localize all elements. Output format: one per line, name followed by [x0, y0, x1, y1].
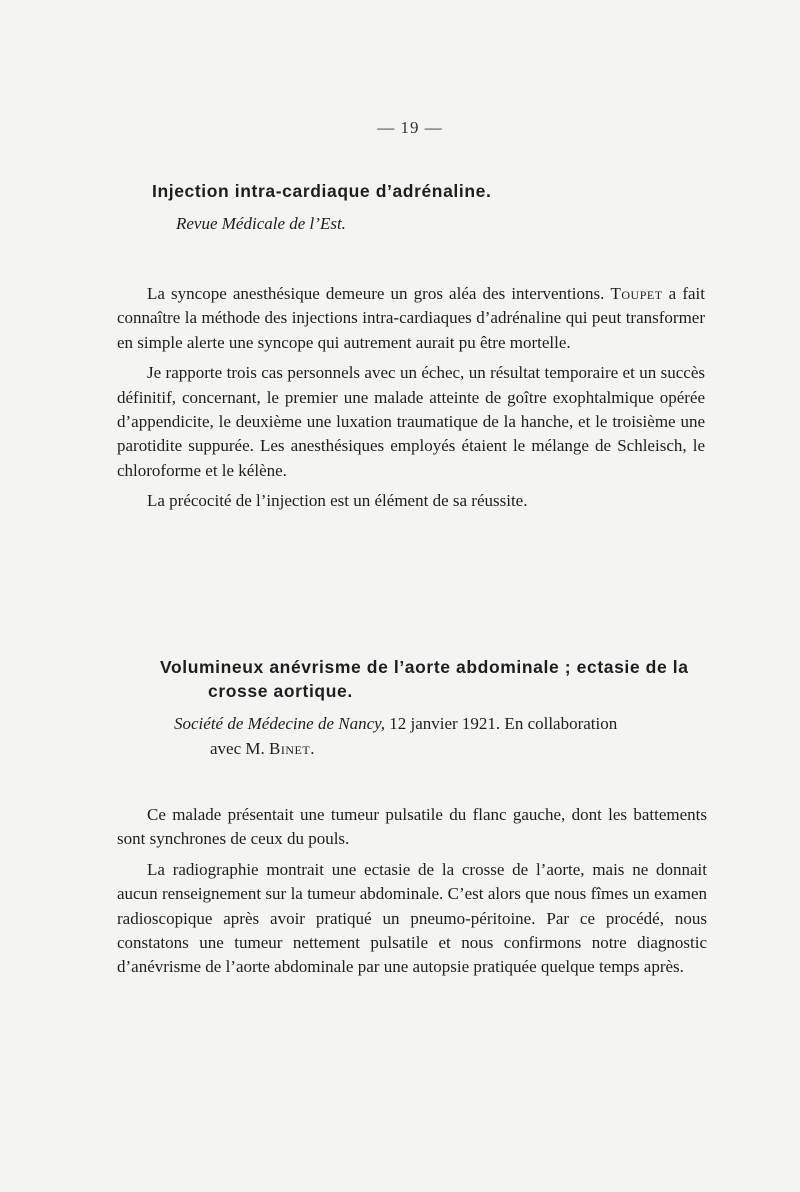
section-2-title-line-2: crosse aortique.	[208, 681, 353, 701]
section-1-title: Injection intra-cardiaque d’adrénaline.	[152, 181, 492, 201]
section-2-title	[160, 655, 720, 703]
section-2-paragraph-2: La radiographie montrait une ectasie de la crosse de l’aorte, mais ne donnait aucun renseignement sur la tumeur abdominale. C’est alors que nous fîmes un examen radioscopique après avoir pratiqué un pneumo-péritoine. Par ce procédé, nous constatons une tumeur nettement pulsatile et nous confirmons notre diagnostic d’anévrisme de l’aorte abdominale par une autopsie pratiquée quelque temps après.	[117, 859, 707, 977]
section-1-paragraph-2: Je rapporte trois cas personnels avec un échec, un résultat temporaire et un succès définitif, concernant, le premier une malade atteinte de goître exophtalmique opérée d’appendicite, le deuxième une luxation traumatique de la hanche, et le troisième une parotidite suppurée. Les anesthésiques employés étaient le mélange de Schleisch, le chloroforme et le kélène.	[117, 363, 705, 480]
section-2-source-society: Société de Médecine de Nancy,	[174, 714, 385, 733]
section-2-paragraph-1: Ce malade présentait une tumeur pulsatile du flanc gauche, dont les battements sont synchrones de ceux du pouls.	[117, 805, 707, 849]
collaborator-name: Binet	[269, 739, 311, 758]
collaborator-suffix: .	[310, 739, 315, 758]
section-2-body	[117, 803, 707, 986]
collaborator-prefix: avec M.	[210, 739, 270, 758]
section-1-paragraph-1	[117, 282, 705, 355]
section-2-source	[174, 711, 714, 761]
paragraph-rest: a fait connaître la méthode des injections intra-cardiaques d’adrénaline qui peut transformer en simple alerte une syncope qui autrement aurait pu être mortelle.	[117, 284, 706, 352]
section-1-source-journal: Revue Médicale de l’Est.	[176, 214, 346, 233]
section-1-paragraph-3: La précocité de l’injection est un élément de sa réussite.	[147, 491, 528, 511]
page-number: — 19 —	[377, 118, 443, 137]
section-1-body	[117, 282, 705, 520]
author-name: Toupet	[610, 284, 663, 303]
section-1-source	[176, 211, 696, 236]
section-2-source-date: 12 janvier 1921. En collaboration	[384, 714, 618, 733]
section-2-title-line-1: Volumineux anévrisme de l’aorte abdominale ; ectasie de la	[160, 657, 689, 677]
section-2-source-collaborator	[174, 736, 714, 761]
paragraph-lead: La syncope anesthésique demeure un gros aléa des interventions.	[147, 284, 611, 303]
